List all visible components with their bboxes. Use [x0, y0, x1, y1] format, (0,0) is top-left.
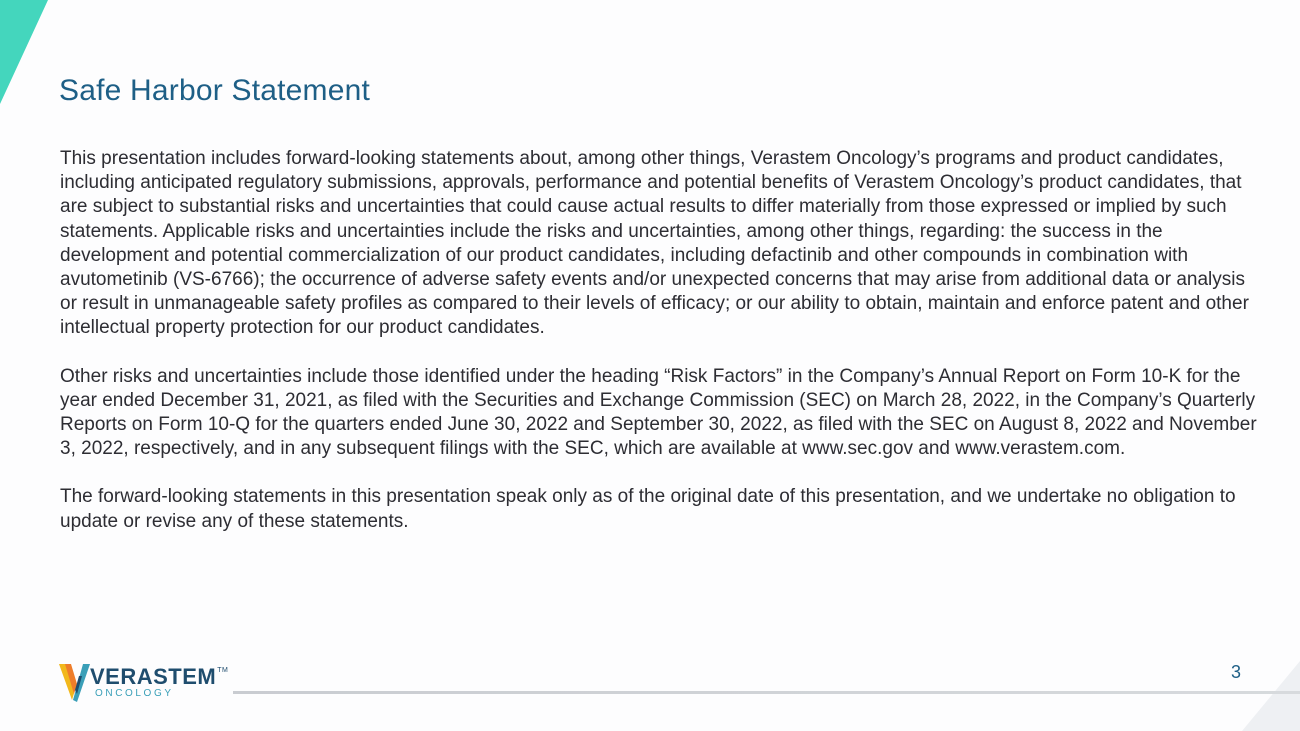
logo-wordmark: [90, 664, 228, 690]
paragraph-other-risks: Other risks and uncertainties include those identified under the heading “Risk Factors” in the Company’s Annual Report on Form 10-K for the year ended December 31, 2021, as filed with the Securities and Exchange Commission (SEC) on March 28, 2022, in the Company’s Quarterly Reports on Form 10-Q for the quarters ended June 30, 2022 and September 30, 2022, as filed with the SEC on August 8, 2022 and November 3, 2022, respectively, and in any subsequent filings with the SEC, which are available at www.sec.gov and www.verastem.com.: [60, 365, 1257, 460]
verastem-oncology-logo: [59, 660, 229, 704]
page-title: Safe Harbor Statement: [59, 74, 371, 107]
paragraph-no-obligation: The forward-looking statements in this presentation speak only as of the original date of this presentation, and we undertake no obligation to update or revise any of these statements.: [60, 486, 1236, 532]
logo-subtitle: ONCOLOGY: [95, 688, 174, 699]
paragraph-forward-looking: This presentation includes forward-looking statements about, among other things, Verastem Oncology’s programs and product candidates, including anticipated regulatory submissions, approvals, performance and potential benefits of Verastem Oncology’s product candidates, that are subject to substantial risks and uncertainties that could cause actual results to differ materially from those expressed or implied by such statements. Applicable risks and uncertainties include the risks and uncertainties, among other things, regarding: the success in the development and potential commercialization of our product candidates, including defactinib and other compounds in combination with avutometinib (VS-6766); the occurrence of adverse safety events and/or unexpected concerns that may arise from additional data or analysis or result in unmanageable safety profiles as compared to their levels of efficacy; or our ability to obtain, maintain and enforce patent and other intellectual property protection for our product candidates.: [60, 148, 1249, 339]
teal-corner-accent: [0, 0, 60, 110]
safe-harbor-body: [60, 147, 1260, 558]
logo-name: VERASTEM: [90, 664, 217, 689]
verastem-v-logo-icon: [59, 660, 91, 702]
trademark-symbol: TM: [217, 667, 229, 674]
page-number: 3: [1230, 662, 1241, 682]
footer-divider: [233, 691, 1300, 694]
